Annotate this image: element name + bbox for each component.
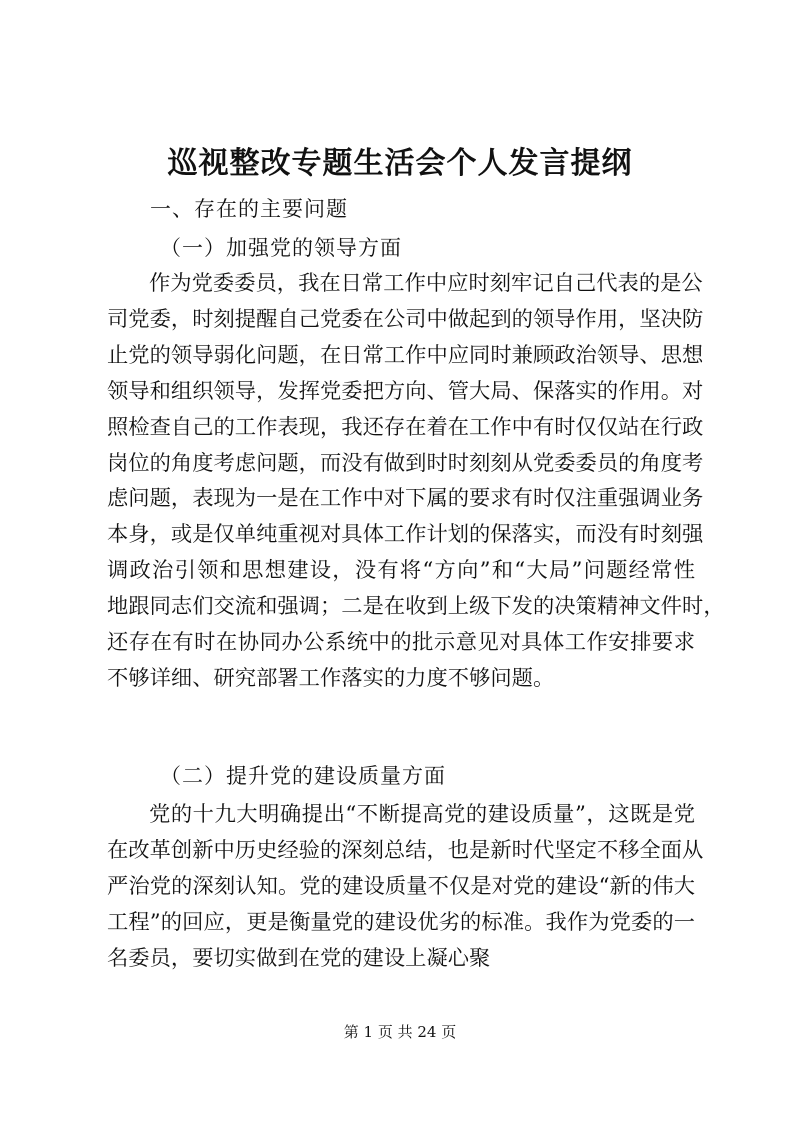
paragraph-line: 工程”的回应，更是衡量党的建设优劣的标准。我作为党委的一: [107, 909, 695, 935]
paragraph-line: 在改革创新中历史经验的深刻总结，也是新时代坚定不移全面从: [107, 837, 704, 863]
paragraph-line: 岗位的角度考虑问题，而没有做到时时刻刻从党委委员的角度考: [107, 450, 704, 476]
paragraph-line: 本身，或是仅单纯重视对具体工作计划的保落实，而没有时刻强: [107, 522, 704, 548]
subsection-heading-2: （二）提升党的建设质量方面: [160, 764, 446, 788]
paragraph-line: 严治党的深刻认知。党的建设质量不仅是对党的建设“新的伟大: [107, 873, 695, 899]
paragraph-line: 党的十九大明确提出“不断提高党的建设质量”，这既是党: [149, 802, 695, 827]
paragraph-line: 司党委，时刻提醒自己党委在公司中做起到的领导作用，坚决防: [107, 306, 704, 332]
document-title: 巡视整改专题生活会个人发言提纲: [167, 146, 633, 181]
paragraph-party-leadership: [107, 266, 725, 697]
paragraph-line: 调政治引领和思想建设，没有将“方向”和“大局”问题经常性: [107, 558, 695, 584]
paragraph-line: 作为党委委员，我在日常工作中应时刻牢记自己代表的是公: [149, 271, 703, 296]
paragraph-line: 领导和组织领导，发挥党委把方向、管大局、保落实的作用。对: [107, 378, 704, 404]
paragraph-party-building-quality: [107, 797, 704, 977]
subsection-heading-1: （一）加强党的领导方面: [160, 236, 402, 260]
paragraph-line: 照检查自己的工作表现，我还存在着在工作中有时仅仅站在行政: [107, 414, 704, 440]
paragraph-line: 还存在有时在协同办公系统中的批示意见对具体工作安排要求: [107, 630, 695, 656]
paragraph-line: 不够详细、研究部署工作落实的力度不够问题。: [107, 665, 555, 691]
paragraph-line: 名委员，要切实做到在党的建设上凝心聚: [107, 945, 491, 971]
paragraph-line: 地跟同志们交流和强调；二是在收到上级下发的决策精神文件时，: [107, 594, 725, 620]
section-heading-1: 一、存在的主要问题: [150, 197, 348, 221]
paragraph-line: 虑问题，表现为一是在工作中对下属的要求有时仅注重强调业务: [107, 486, 704, 512]
paragraph-line: 止党的领导弱化问题，在日常工作中应同时兼顾政治领导、思想: [107, 342, 704, 368]
page-footer: 第 1 页 共 24 页: [343, 1023, 457, 1041]
